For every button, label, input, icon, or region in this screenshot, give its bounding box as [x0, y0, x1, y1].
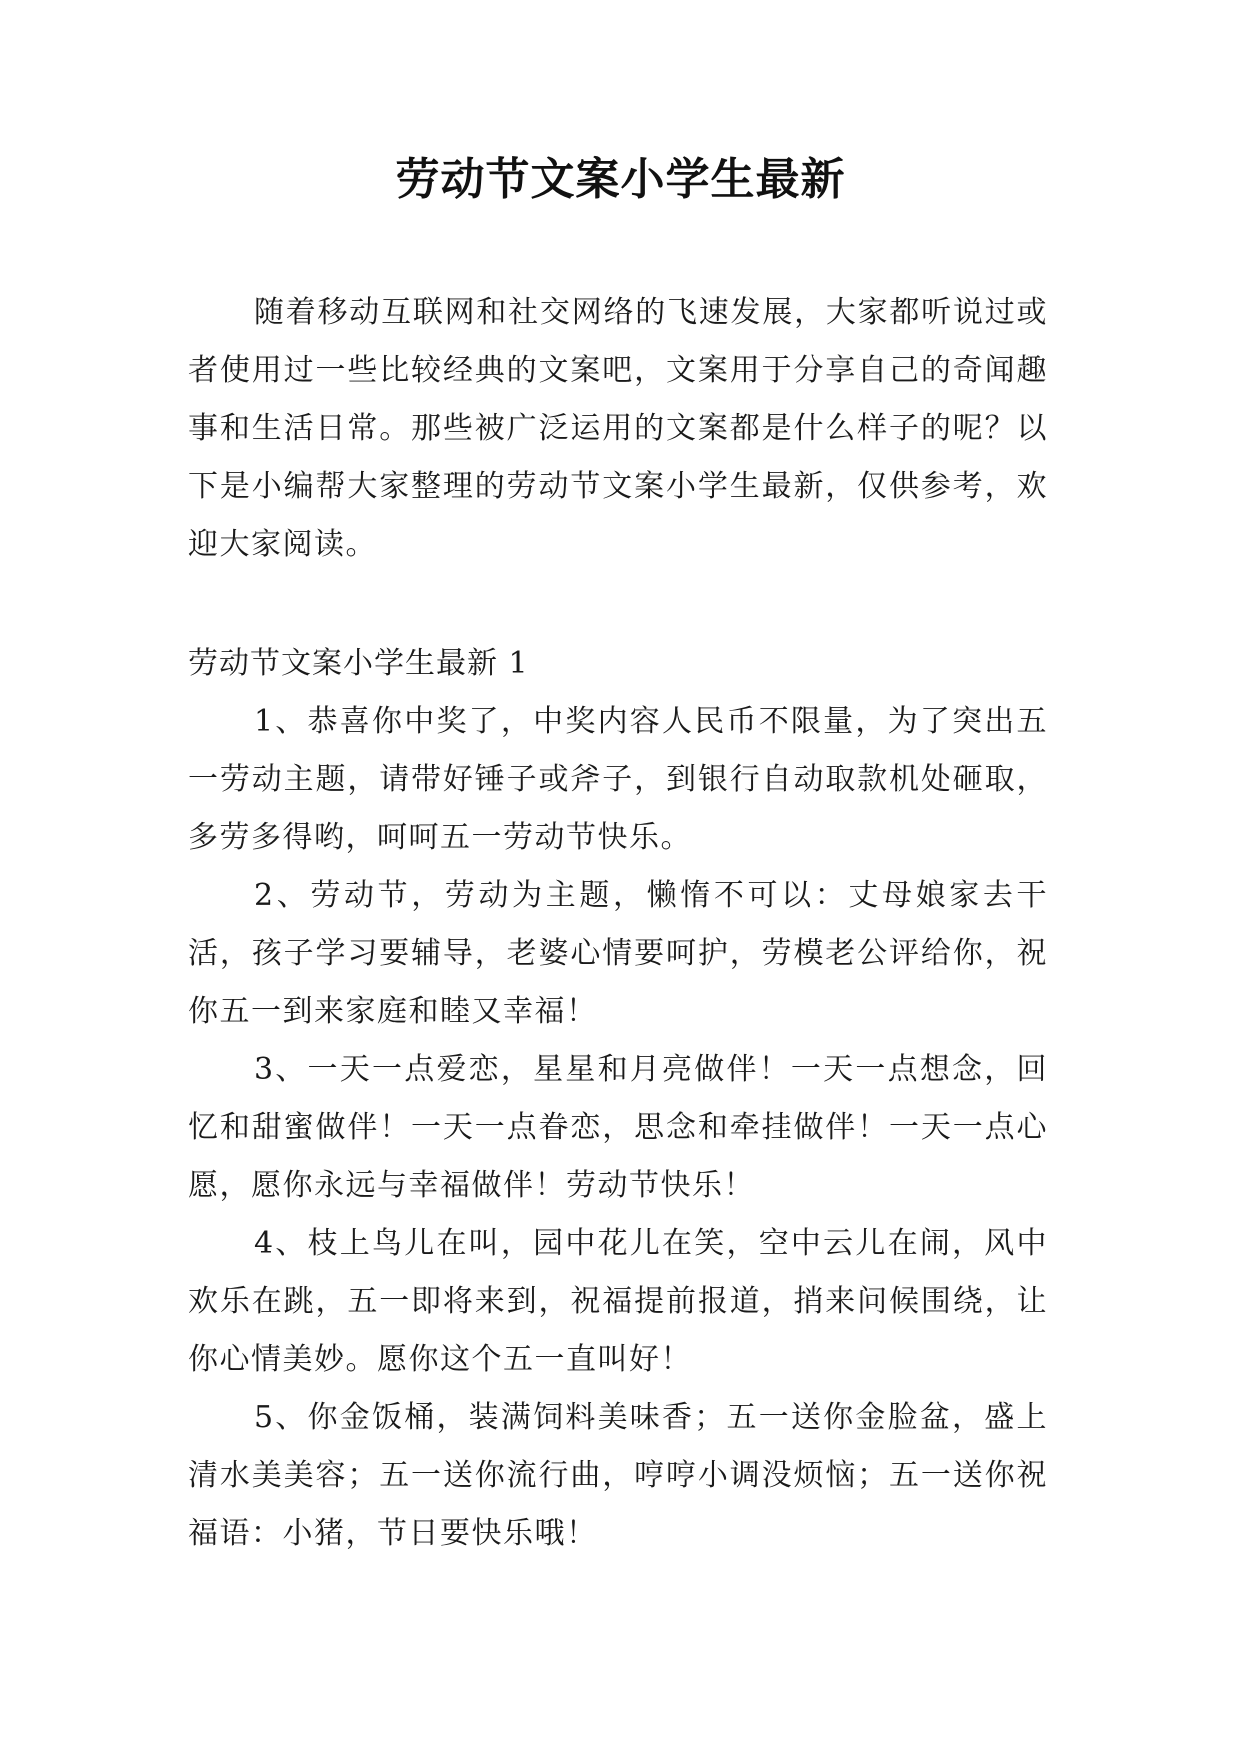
- section-heading: 劳动节文案小学生最新 1: [188, 646, 529, 681]
- intro-paragraph: 随着移动互联网和社交网络的飞速发展，大家都听说过或者使用过一些比较经典的文案吧，文案用于分享自己的奇闻趣事和生活日常。那些被广泛运用的文案都是什么样子的呢？以下是小编帮大家整理的劳动节文案小学生最新，仅供参考，欢迎大家阅读。: [188, 295, 1048, 562]
- list-item: 1、恭喜你中奖了，中奖内容人民币不限量，为了突出五一劳动主题，请带好锤子或斧子，到银行自动取款机处砸取，多劳多得哟，呵呵五一劳动节快乐。: [188, 704, 1048, 855]
- list-item: 2、劳动节，劳动为主题，懒惰不可以：丈母娘家去干活，孩子学习要辅导，老婆心情要呵护，劳模老公评给你，祝你五一到来家庭和睦又幸福！: [188, 878, 1048, 1029]
- page-title: 劳动节文案小学生最新: [395, 154, 846, 205]
- intro-paragraph-block: [188, 284, 1048, 574]
- list-item: 3、一天一点爱恋，星星和月亮做伴！一天一点想念，回忆和甜蜜做伴！一天一点眷恋，思念和牵挂做伴！一天一点心愿，愿你永远与幸福做伴！劳动节快乐！: [188, 1052, 1048, 1203]
- items-list: [188, 693, 1048, 1563]
- list-item: 4、枝上鸟儿在叫，园中花儿在笑，空中云儿在闹，风中欢乐在跳，五一即将来到，祝福提前报道，捎来问候围绕，让你心情美妙。愿你这个五一直叫好！: [188, 1226, 1048, 1377]
- list-item: 5、你金饭桶，装满饲料美味香；五一送你金脸盆，盛上清水美美容；五一送你流行曲，哼哼小调没烦恼；五一送你祝福语：小猪，节日要快乐哦！: [188, 1400, 1048, 1551]
